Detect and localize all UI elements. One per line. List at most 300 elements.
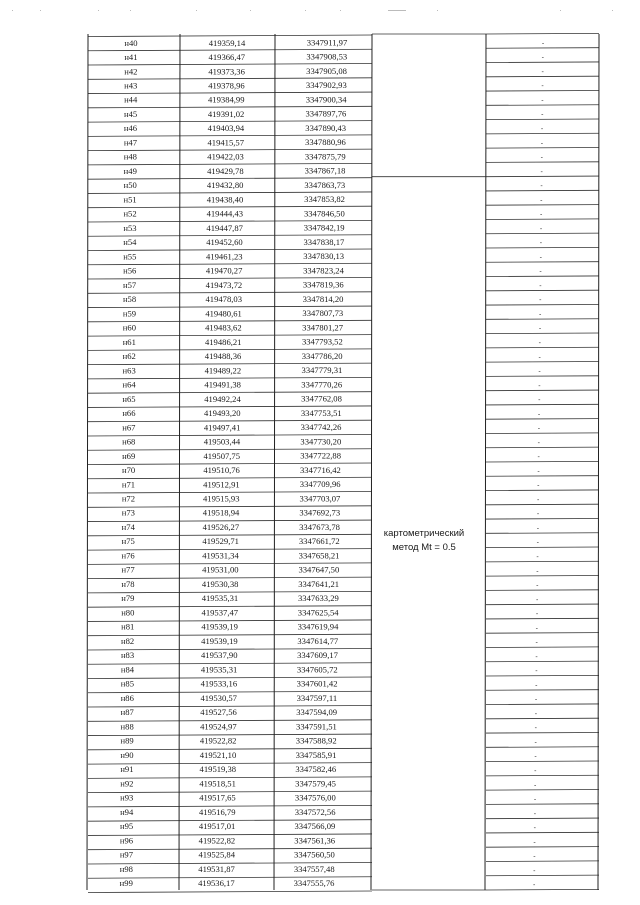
point-name-cell: н87 [120, 707, 134, 718]
row-line [486, 404, 599, 405]
point-name-cell: н62 [122, 351, 136, 362]
accuracy-dash: - [537, 425, 541, 433]
point-name-cell: н98 [119, 863, 133, 874]
row-line [486, 818, 599, 819]
point-name-cell: н82 [121, 635, 135, 646]
accuracy-dash: - [533, 853, 536, 861]
accuracy-dash: - [535, 668, 538, 676]
point-name-cell: н83 [120, 650, 135, 661]
point-name-cell: н95 [119, 821, 134, 832]
y-coordinate-cell: 3347601,42 [296, 678, 338, 689]
column-line [274, 34, 275, 890]
accuracy-dash: - [540, 211, 543, 219]
row-line [486, 690, 599, 691]
row-line [486, 347, 599, 348]
accuracy-dash: - [541, 68, 544, 76]
accuracy-dash: - [540, 168, 543, 176]
row-line [486, 119, 599, 120]
row-line [486, 804, 599, 805]
accuracy-dash: - [537, 468, 540, 476]
x-coordinate-cell: 419537,90 [200, 650, 238, 661]
accuracy-dash: - [538, 340, 542, 348]
row-line [486, 661, 599, 662]
x-coordinate-cell: 419533,16 [200, 678, 238, 689]
row-line [486, 276, 599, 277]
y-coordinate-cell: 3347647,50 [298, 564, 340, 575]
y-coordinate-cell: 3347842,19 [303, 222, 345, 233]
accuracy-dash: - [537, 439, 540, 447]
row-line [486, 861, 599, 862]
point-name-cell: н89 [120, 735, 134, 746]
y-coordinate-cell: 3347897,76 [305, 108, 347, 119]
point-name-cell: н70 [121, 465, 136, 476]
x-coordinate-cell: 419473,72 [205, 279, 243, 290]
accuracy-dash: - [534, 710, 538, 718]
row-line [88, 49, 372, 51]
y-coordinate-cell: 3347900,34 [305, 94, 347, 105]
row-line [486, 761, 599, 762]
y-coordinate-cell: 3347625,54 [297, 607, 339, 618]
accuracy-dash: - [537, 411, 541, 419]
accuracy-dash: - [535, 611, 539, 619]
y-coordinate-cell: 3347716,42 [299, 464, 341, 475]
point-name-cell: н84 [120, 664, 135, 675]
x-coordinate-cell: 419391,02 [207, 108, 245, 119]
accuracy-dash: - [539, 268, 542, 276]
y-coordinate-cell: 3347579,45 [295, 778, 336, 789]
point-name-cell: н68 [122, 436, 136, 447]
point-name-cell: н64 [122, 379, 136, 390]
row-line [486, 376, 599, 377]
x-coordinate-cell: 419492,24 [204, 393, 241, 404]
point-name-cell: н54 [123, 237, 137, 248]
x-coordinate-cell: 419531,87 [198, 863, 235, 874]
row-line [486, 490, 599, 491]
accuracy-dash: - [539, 240, 543, 248]
accuracy-dash: - [538, 311, 542, 319]
accuracy-dash: - [541, 111, 544, 119]
x-coordinate-cell: 419537,47 [201, 607, 239, 618]
row-line [486, 832, 599, 833]
x-coordinate-cell: 419373,36 [208, 66, 245, 77]
x-coordinate-cell: 419359,14 [208, 37, 246, 48]
accuracy-dash: - [534, 739, 537, 747]
point-name-cell: н55 [123, 251, 137, 262]
x-coordinate-cell: 419522,82 [199, 735, 237, 746]
accuracy-dash: - [539, 297, 542, 305]
point-name-cell: н94 [120, 806, 134, 817]
y-coordinate-cell: 3347838,17 [303, 236, 345, 247]
row-line [486, 90, 599, 91]
x-coordinate-cell: 419378,96 [208, 80, 245, 91]
row-line [486, 718, 599, 719]
row-line [486, 590, 599, 591]
y-coordinate-cell: 3347572,56 [294, 806, 336, 817]
row-line [486, 875, 599, 876]
y-coordinate-cell: 3347875,79 [304, 151, 346, 162]
row-line [486, 233, 599, 234]
accuracy-dash: - [532, 882, 536, 890]
x-coordinate-cell: 419366,47 [208, 52, 246, 63]
point-name-cell: н60 [122, 322, 137, 333]
accuracy-dash: - [536, 539, 539, 547]
point-name-cell: н85 [120, 678, 135, 689]
x-coordinate-cell: 419384,99 [208, 94, 245, 105]
point-name-cell: н49 [123, 165, 137, 176]
row-line [486, 390, 599, 391]
y-coordinate-cell: 3347614,77 [297, 635, 339, 646]
y-coordinate-cell: 3347605,72 [296, 664, 338, 675]
accuracy-dash: - [537, 482, 540, 490]
accuracy-dash: - [536, 511, 540, 519]
x-coordinate-cell: 419518,51 [199, 778, 236, 789]
y-coordinate-cell: 3347730,20 [300, 436, 342, 447]
x-coordinate-cell: 419539,19 [201, 621, 238, 632]
point-name-cell: н71 [121, 479, 136, 490]
accuracy-dash: - [533, 839, 536, 847]
method-accuracy-label: метод Mt = 0.5 [392, 542, 456, 553]
point-name-cell: н50 [123, 180, 137, 191]
row-line [486, 362, 599, 363]
accuracy-dash: - [538, 382, 541, 390]
x-coordinate-cell: 419452,60 [206, 237, 243, 248]
point-name-cell: н99 [119, 878, 133, 889]
point-name-cell: н88 [120, 721, 134, 732]
x-coordinate-cell: 419461,23 [206, 251, 243, 262]
accuracy-dash: - [540, 197, 543, 205]
y-coordinate-cell: 3347585,91 [295, 749, 337, 760]
x-coordinate-cell: 419403,94 [207, 123, 245, 134]
accuracy-dash: - [538, 325, 542, 333]
x-coordinate-cell: 419539,19 [201, 635, 238, 646]
point-name-cell: н45 [123, 108, 138, 119]
point-name-cell: н42 [124, 66, 138, 77]
x-coordinate-cell: 419535,31 [201, 593, 239, 604]
x-coordinate-cell: 419415,57 [207, 137, 245, 148]
x-coordinate-cell: 419521,10 [199, 749, 237, 760]
row-line [486, 618, 599, 619]
x-coordinate-cell: 419530,57 [200, 692, 237, 703]
accuracy-dash: - [539, 225, 543, 233]
row-line [486, 447, 599, 448]
point-name-cell: н59 [122, 308, 137, 319]
row-line [88, 64, 372, 66]
y-coordinate-cell: 3347814,20 [302, 293, 344, 304]
x-coordinate-cell: 419531,34 [202, 550, 239, 561]
accuracy-dash: - [540, 140, 544, 148]
x-coordinate-cell: 419525,84 [198, 849, 236, 860]
accuracy-dash: - [538, 354, 541, 362]
y-coordinate-cell: 3347880,96 [305, 137, 346, 148]
point-name-cell: н66 [122, 408, 136, 419]
accuracy-dash: - [539, 254, 542, 262]
column-line [87, 34, 88, 890]
point-name-cell: н40 [124, 37, 138, 48]
point-name-cell: н73 [121, 507, 135, 518]
x-coordinate-cell: 419522,82 [198, 835, 236, 846]
row-line [486, 604, 599, 605]
accuracy-dash: - [535, 625, 539, 633]
accuracy-dash: - [533, 867, 536, 875]
x-coordinate-cell: 419529,71 [202, 536, 239, 547]
x-coordinate-cell: 419493,20 [204, 408, 241, 419]
y-coordinate-cell: 3347591,51 [296, 721, 337, 732]
y-coordinate-cell: 3347709,96 [299, 479, 341, 490]
row-line [486, 461, 599, 462]
x-coordinate-cell: 419497,41 [203, 422, 241, 433]
y-coordinate-cell: 3347911,97 [306, 37, 348, 48]
row-line [486, 290, 599, 291]
row-line [88, 35, 372, 37]
y-coordinate-cell: 3347770,26 [301, 379, 343, 390]
row-line [486, 105, 599, 106]
accuracy-dash: - [535, 596, 539, 604]
point-name-cell: н61 [122, 336, 136, 347]
accuracy-dash: - [534, 753, 537, 761]
y-coordinate-cell: 3347742,26 [300, 422, 342, 433]
x-coordinate-cell: 419503,44 [203, 436, 241, 447]
y-coordinate-cell: 3347762,08 [301, 393, 342, 404]
y-coordinate-cell: 3347576,00 [294, 792, 336, 803]
x-coordinate-cell: 419491,38 [204, 379, 241, 390]
accuracy-dash: - [536, 568, 539, 576]
row-line [486, 533, 599, 534]
x-coordinate-cell: 419478,03 [205, 294, 243, 305]
x-coordinate-cell: 419489,22 [204, 365, 242, 376]
x-coordinate-cell: 419535,31 [200, 664, 238, 675]
accuracy-dash: - [541, 83, 544, 91]
row-line [486, 633, 599, 634]
column-line [485, 34, 486, 890]
point-name-cell: н44 [124, 94, 138, 105]
y-coordinate-cell: 3347830,13 [303, 251, 345, 262]
x-coordinate-cell: 419517,65 [199, 792, 236, 803]
point-name-cell: н43 [124, 80, 138, 91]
row-line [486, 704, 599, 705]
accuracy-dash: - [539, 282, 542, 290]
row-line [486, 148, 599, 149]
table-row-lines [88, 33, 599, 892]
y-coordinate-cell: 3347560,50 [294, 849, 335, 860]
row-line [486, 33, 599, 34]
point-name-cell: н47 [123, 137, 138, 148]
point-name-cell: н96 [119, 835, 134, 846]
row-line [486, 133, 599, 134]
point-name-cell: н69 [122, 450, 136, 461]
point-name-cell: н51 [123, 194, 137, 205]
x-coordinate-cell: 419515,93 [202, 493, 240, 504]
y-coordinate-cell: 3347557,48 [293, 863, 335, 874]
accuracy-dash-cells [533, 40, 545, 889]
point-name-cell: н57 [123, 279, 137, 290]
accuracy-dash: - [535, 682, 538, 690]
row-line [486, 504, 599, 505]
point-name-cell: н72 [121, 493, 136, 504]
point-name-cell: н91 [120, 764, 134, 775]
x-coordinate-cell: 419512,91 [203, 479, 240, 490]
row-line [88, 78, 372, 80]
row-line [486, 205, 599, 206]
point-name-cell: н65 [122, 393, 136, 404]
y-coordinate-cell: 3347853,82 [304, 194, 345, 205]
accuracy-dash: - [533, 825, 536, 833]
row-line [486, 747, 599, 748]
x-coordinate-cell: 419530,38 [201, 578, 239, 589]
row-line [486, 162, 599, 163]
x-coordinate-cell: 419524,97 [200, 721, 237, 732]
accuracy-dash: - [541, 54, 545, 62]
x-coordinate-cell: 419486,21 [204, 336, 242, 347]
x-coordinate-cell: 419429,78 [207, 165, 244, 176]
row-line [486, 304, 599, 305]
y-coordinate-cell: 3347594,09 [296, 707, 338, 718]
accuracy-dash: - [533, 810, 537, 818]
point-name-cell: н52 [123, 208, 137, 219]
point-name-cell: н79 [121, 593, 135, 604]
point-name-cell: н74 [121, 521, 135, 532]
column-line [371, 34, 372, 890]
y-coordinate-cell: 3347703,07 [299, 493, 341, 504]
accuracy-dash: - [537, 496, 540, 504]
y-coordinate-cell: 3347786,20 [301, 350, 343, 361]
y-coordinate-cell: 3347597,11 [296, 692, 338, 703]
y-coordinate-cell: 3347908,53 [306, 51, 348, 62]
row-line [486, 433, 599, 434]
y-coordinate-cell: 3347673,78 [299, 521, 340, 532]
y-coordinate-cell: 3347902,93 [305, 80, 347, 91]
y-coordinate-cell: 3347793,52 [301, 336, 343, 347]
row-line [486, 262, 599, 263]
point-name-cell: н46 [123, 123, 138, 134]
x-coordinate-cell: 419531,00 [202, 564, 239, 575]
x-coordinate-cell: 419438,40 [206, 194, 244, 205]
row-line [486, 190, 599, 191]
point-name-cell: н80 [121, 607, 135, 618]
accuracy-dash: - [538, 397, 541, 405]
point-name-cell: н77 [121, 564, 135, 575]
point-name-cell: н75 [121, 536, 135, 547]
row-line [486, 561, 599, 562]
row-line [486, 518, 599, 519]
point-name-cell: н53 [123, 222, 137, 233]
accuracy-dash: - [535, 639, 538, 647]
point-name-cell: н41 [124, 52, 138, 63]
x-coordinate-cell: 419483,62 [205, 322, 242, 333]
y-coordinate-cell: 3347819,36 [302, 279, 344, 290]
row-line [486, 476, 599, 477]
accuracy-dash: - [541, 40, 545, 48]
column-line [598, 34, 599, 890]
row-line [486, 219, 599, 220]
row-line [486, 547, 599, 548]
y-coordinate-cell: 3347753,51 [300, 407, 342, 418]
y-coordinate-cell: 3347641,21 [298, 578, 340, 589]
y-coordinate-cell: 3347867,18 [304, 165, 346, 176]
row-line [486, 62, 599, 63]
y-coordinate-cell: 3347588,92 [295, 735, 337, 746]
y-coordinate-cell: 3347692,73 [299, 507, 341, 518]
point-name-cell: н86 [120, 692, 134, 703]
accuracy-dash: - [536, 554, 539, 562]
accuracy-dash: - [536, 582, 539, 590]
accuracy-dash: - [540, 183, 543, 191]
row-line [486, 333, 599, 334]
y-coordinate-cell: 3347661,72 [298, 536, 340, 547]
y-coordinate-cell: 3347890,43 [305, 122, 347, 133]
point-name-cell: н78 [121, 578, 135, 589]
point-name-cell: н93 [120, 792, 134, 803]
point-name-cell: н56 [123, 265, 137, 276]
point-name-cell: н81 [121, 621, 135, 632]
row-line [486, 48, 599, 49]
y-coordinate-cell: 3347609,17 [297, 650, 338, 661]
y-coordinate-cell: 3347807,73 [302, 308, 344, 319]
x-coordinate-cell: 419432,80 [206, 180, 244, 191]
y-coordinate-cell: 3347582,46 [295, 764, 337, 775]
x-coordinate-cell: 419447,87 [206, 222, 243, 233]
accuracy-dash: - [538, 368, 541, 376]
y-coordinate-cell: 3347905,08 [306, 65, 347, 76]
accuracy-dash: - [535, 653, 538, 661]
point-name-cell: н76 [121, 550, 135, 561]
row-line [486, 419, 599, 420]
row-line [486, 76, 599, 77]
y-coordinate-cell: 3347633,29 [298, 593, 339, 604]
x-coordinate-cell: 419526,27 [202, 521, 240, 532]
accuracy-dash: - [536, 525, 540, 533]
point-name-cell: н97 [119, 849, 134, 860]
accuracy-dash: - [534, 782, 537, 790]
x-coordinate-cell: 419480,61 [205, 308, 242, 319]
point-name-cell: н48 [123, 151, 137, 162]
method-label: картометрический [383, 528, 465, 539]
row-line [486, 675, 599, 676]
accuracy-dash: - [537, 454, 540, 462]
y-coordinate-cell: 3347801,27 [302, 322, 344, 333]
accuracy-dash: - [541, 97, 544, 105]
point-name-cell: н92 [120, 778, 134, 789]
x-coordinate-cell: 419518,94 [202, 507, 240, 518]
accuracy-dash: - [534, 725, 537, 733]
row-line [486, 732, 599, 733]
accuracy-dash: - [540, 154, 543, 162]
y-coordinate-cell: 3347658,21 [298, 550, 340, 561]
x-coordinate-cell: 419444,43 [206, 208, 244, 219]
x-coordinate-cell: 419517,01 [198, 821, 236, 832]
row-line [486, 775, 599, 776]
x-coordinate-cell: 419488,36 [204, 351, 242, 362]
column-line [179, 34, 180, 890]
row-line [486, 790, 599, 791]
row-line [486, 889, 599, 890]
y-coordinate-cell: 3347561,36 [294, 835, 336, 846]
row-line [486, 847, 599, 848]
y-coordinate-cell: 3347619,94 [297, 621, 339, 632]
y-coordinate-cell: 3347722,88 [300, 450, 342, 461]
x-coordinate-cell: 419519,38 [199, 764, 237, 775]
row-line [486, 319, 599, 320]
accuracy-dash: - [540, 126, 544, 134]
x-coordinate-cell: 419507,75 [203, 450, 241, 461]
x-coordinate-cell: 419536,17 [198, 878, 235, 889]
accuracy-dash: - [534, 768, 537, 776]
y-coordinate-cell: 3347566,09 [294, 821, 336, 832]
x-coordinate-cell: 419470,27 [205, 265, 243, 276]
point-name-cell: н90 [120, 749, 134, 760]
point-name-cell: н63 [122, 365, 136, 376]
accuracy-dash: - [533, 796, 537, 804]
point-name-cell: н67 [122, 422, 136, 433]
